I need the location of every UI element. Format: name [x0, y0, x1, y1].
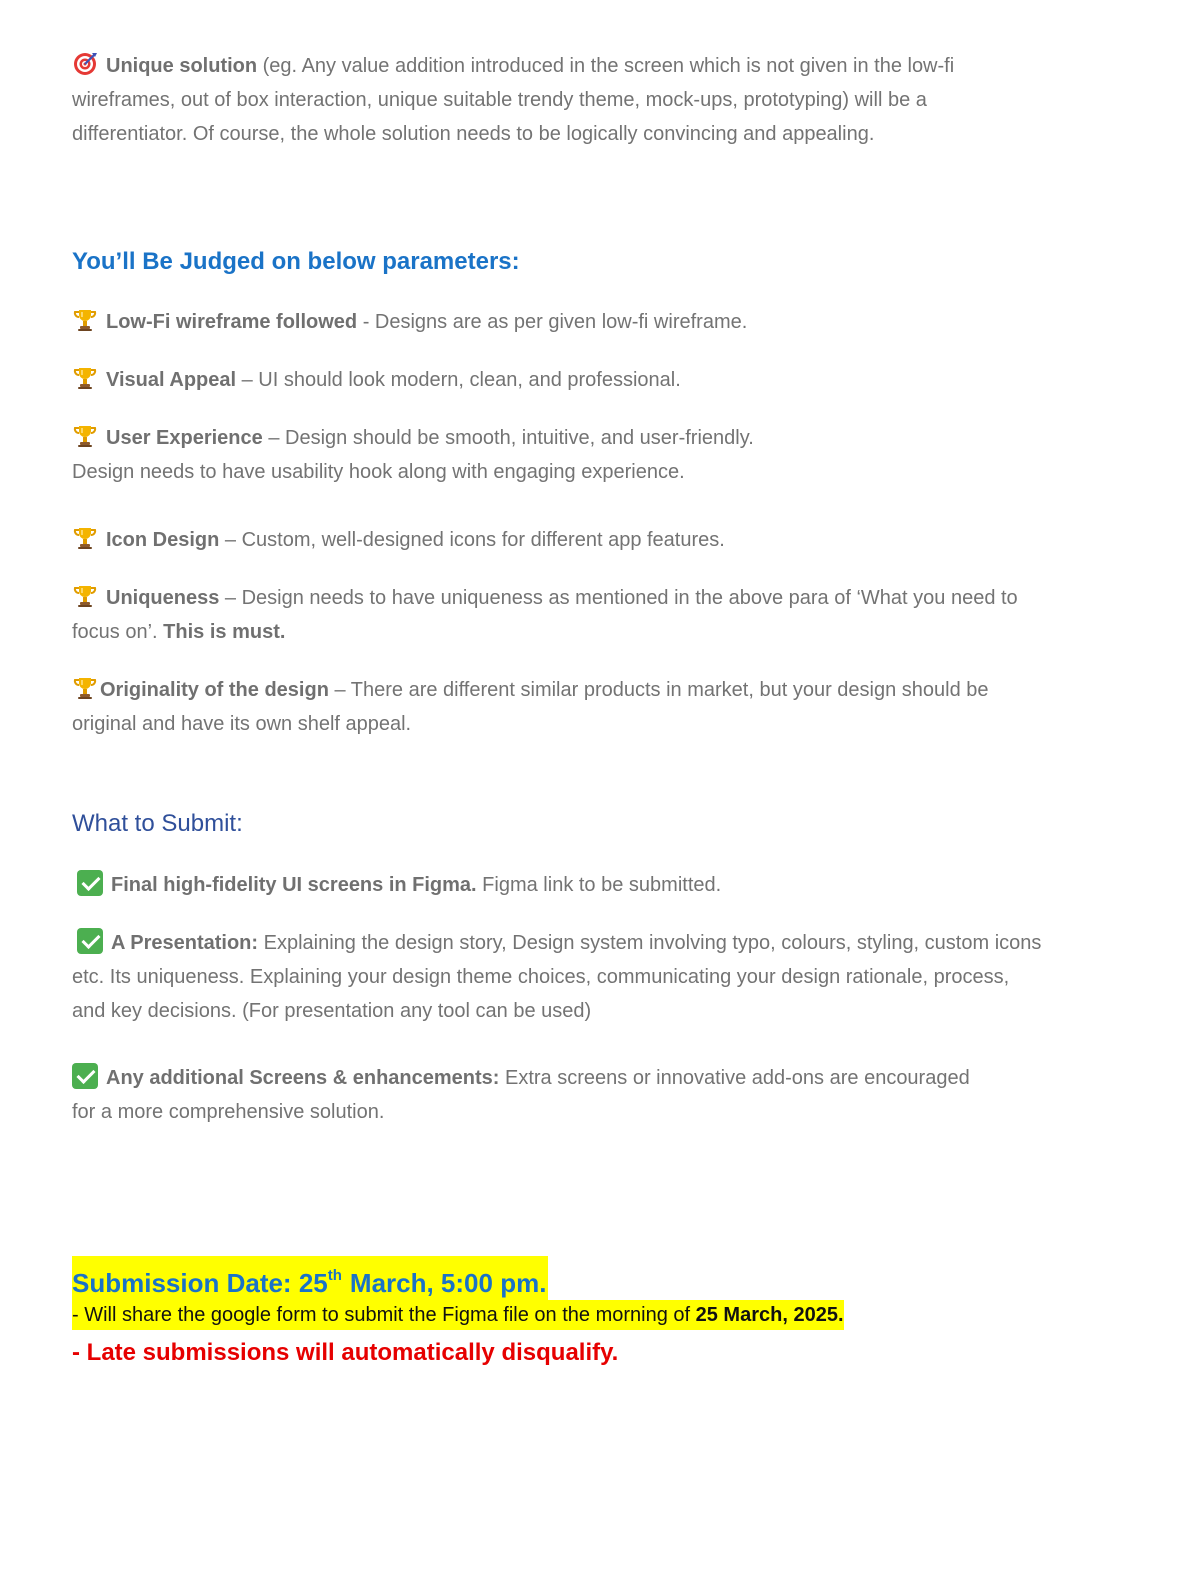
check-mark-icon — [77, 870, 103, 896]
criterion-label: Visual Appeal — [106, 369, 237, 391]
criterion-icon-design — [72, 523, 725, 557]
criterion-low-fi — [72, 305, 747, 339]
submit-item-text: Figma link to be submitted. — [476, 874, 722, 896]
submit-item-figma — [77, 868, 721, 902]
submit-heading: What to Submit: — [72, 810, 243, 837]
trophy-icon — [72, 365, 98, 391]
judged-heading: You’ll Be Judged on below parameters: — [72, 248, 520, 275]
criterion-originality-line2: original and have its own shelf appeal. — [72, 713, 412, 735]
criterion-label: Uniqueness — [106, 587, 220, 609]
criterion-text: - Designs are as per given low-fi wireframe. — [357, 311, 748, 333]
trophy-icon — [72, 583, 98, 609]
criterion-uniqueness — [72, 581, 1018, 615]
share-note-date: 25 March, 2025. — [695, 1304, 844, 1326]
trophy-icon — [72, 423, 98, 449]
submit-item-presentation-line3: and key decisions. (For presentation any tool can be used) — [72, 1000, 592, 1022]
late-submission-warning: - Late submissions will automatically disqualify. — [72, 1339, 619, 1366]
criterion-emphasis: This is must. — [163, 621, 286, 643]
trophy-icon — [72, 675, 98, 701]
criterion-originality — [72, 673, 989, 707]
criterion-text: focus on’. — [72, 621, 164, 643]
check-mark-icon — [77, 928, 103, 954]
submission-date — [72, 1256, 548, 1303]
submit-item-presentation — [77, 926, 1041, 960]
criterion-label: Originality of the design — [100, 679, 329, 701]
trophy-icon — [72, 307, 98, 333]
criterion-user-experience-line2: Design needs to have usability hook along with engaging experience. — [72, 461, 685, 483]
target-icon — [72, 51, 98, 77]
submit-item-additional — [72, 1061, 970, 1095]
submit-item-label: Final high-fidelity UI screens in Figma. — [111, 874, 477, 896]
criterion-text: – Custom, well-designed icons for different app features. — [219, 529, 725, 551]
criterion-label: Low-Fi wireframe followed — [106, 311, 358, 333]
share-note-text: - Will share the google form to submit the Figma file on the morning of — [72, 1304, 696, 1326]
submit-item-additional-line2: for a more comprehensive solution. — [72, 1101, 385, 1123]
submission-date-ordinal: th — [327, 1267, 342, 1284]
submit-item-label: Any additional Screens & enhancements: — [106, 1067, 500, 1089]
unique-solution-text-line1: (eg. Any value addition introduced in the screen which is not given in the low-fi — [257, 55, 955, 77]
share-note — [72, 1300, 844, 1330]
criterion-user-experience — [72, 421, 754, 455]
submission-date-suffix: March, 5:00 pm. — [349, 1268, 547, 1298]
criterion-text: – Design should be smooth, intuitive, and user-friendly. — [262, 427, 754, 449]
submit-item-text: Explaining the design story, Design system involving typo, colours, styling, custom icons — [258, 932, 1042, 954]
criterion-text: – There are different similar products in market, but your design should be — [328, 679, 989, 701]
criterion-text: – UI should look modern, clean, and professional. — [236, 369, 681, 391]
criterion-uniqueness-line2 — [72, 615, 285, 649]
trophy-icon — [72, 525, 98, 551]
criterion-label: User Experience — [106, 427, 263, 449]
submission-date-prefix: Submission Date: 25 — [72, 1268, 328, 1298]
criterion-label: Icon Design — [106, 529, 220, 551]
criterion-visual-appeal — [72, 363, 681, 397]
criterion-text: – Design needs to have uniqueness as mentioned in the above para of ‘What you need to — [219, 587, 1018, 609]
check-mark-icon — [72, 1063, 98, 1089]
submit-item-presentation-line2: etc. Its uniqueness. Explaining your design theme choices, communicating your design rationale, process, — [72, 966, 1010, 988]
unique-solution-line3: differentiator. Of course, the whole solution needs to be logically convincing and appealing. — [72, 123, 875, 145]
unique-solution-line2: wireframes, out of box interaction, unique suitable trendy theme, mock-ups, prototyping) will be a — [72, 89, 927, 111]
unique-solution-paragraph — [72, 49, 954, 83]
unique-solution-label: Unique solution — [106, 55, 258, 77]
submit-item-text: Extra screens or innovative add-ons are encouraged — [499, 1067, 970, 1089]
submit-item-label: A Presentation: — [111, 932, 259, 954]
